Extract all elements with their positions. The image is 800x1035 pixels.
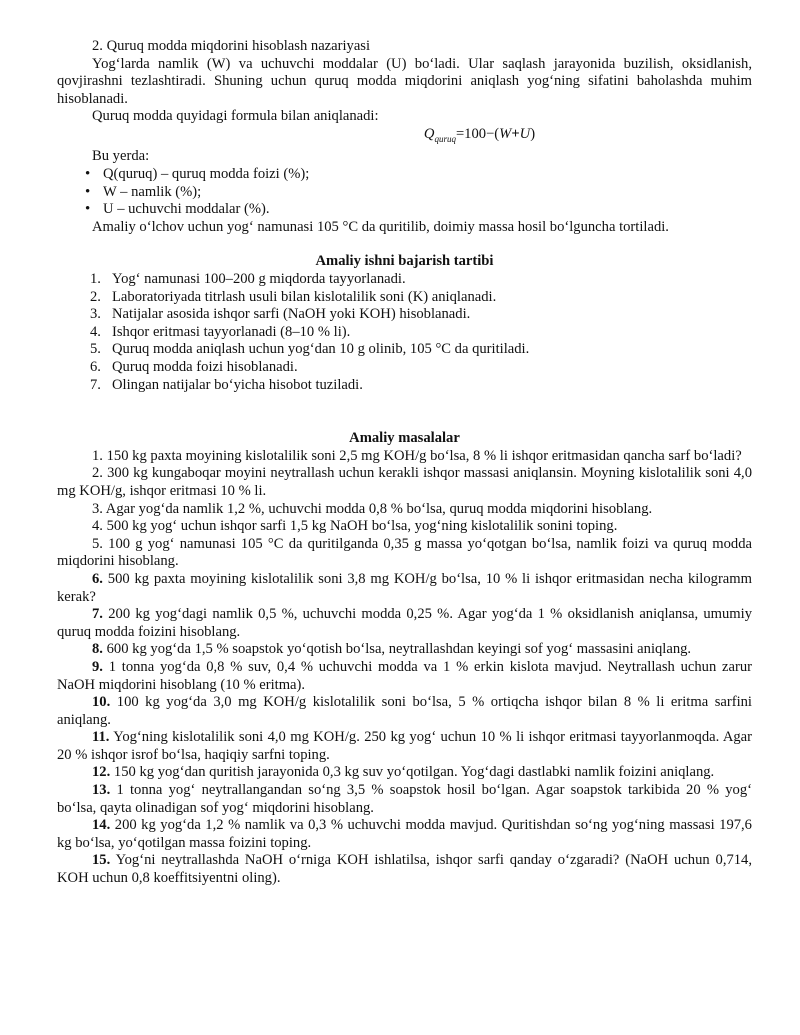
step-text: Natijalar asosida ishqor sarfi (NaOH yoki KOH) hisoblanadi. bbox=[112, 306, 471, 323]
step-number: 4. bbox=[90, 323, 101, 340]
formula-u: U bbox=[519, 125, 531, 142]
step-text: Quruq modda aniqlash uchun yog‘dan 10 g olinib, 105 °C da quritiladi. bbox=[112, 341, 530, 358]
task-number: 12. bbox=[92, 764, 111, 781]
task-text: Yog‘ni neytrallashda NaOH o‘rniga KOH ishlatilsa, ishqor sarfi qanday o‘zgaradi? (NaOH uchun 0,714, KOH uchun 0,8 koeffitsiyentni oling). bbox=[57, 852, 752, 887]
task-item bbox=[57, 571, 752, 606]
task-number: 11. bbox=[92, 729, 110, 746]
procedure-step bbox=[90, 377, 752, 395]
formula-w: W bbox=[499, 125, 512, 142]
task-text: 500 kg yog‘ uchun ishqor sarfi 1,5 kg NaOH bo‘lsa, yog‘ning kislotalilik sonini toping. bbox=[106, 518, 618, 535]
task-item bbox=[57, 501, 752, 519]
task-text: 200 kg yog‘dagi namlik 0,5 %, uchuvchi modda 0,25 %. Agar yog‘da 1 % oksidlanish aniqlansa, umumiy quruq modda foizini hisoblang. bbox=[57, 606, 752, 640]
task-item bbox=[57, 694, 752, 729]
practical-note: Amaliy o‘lchov uchun yog‘ namunasi 105 °C da quritilib, doimiy massa hosil bo‘lguncha tortiladi. bbox=[92, 218, 669, 235]
definition-item: • U – uchuvchi moddalar (%). bbox=[85, 201, 752, 219]
task-number: 7. bbox=[92, 606, 103, 623]
procedure-step bbox=[90, 359, 752, 377]
task-text: 100 g yog‘ namunasi 105 °C da quritilganda 0,35 g massa yo‘qotgan bo‘lsa, namlik foizi va quruq modda miqdorini hisoblang. bbox=[57, 535, 752, 570]
task-item bbox=[57, 518, 752, 536]
step-text: Quruq modda foizi hisoblanadi. bbox=[112, 359, 298, 375]
task-number: 10. bbox=[92, 694, 111, 711]
task-number: 5. bbox=[92, 535, 103, 552]
task-text: 200 kg yog‘da 1,2 % namlik va 0,3 % uchuvchi modda mavjud. Quritishdan so‘ng yog‘ning massasi 197,6 kg bo‘lsa, yo‘qotilgan massa foizini toping. bbox=[57, 817, 752, 851]
task-item bbox=[57, 606, 752, 641]
formula-plus: + bbox=[511, 125, 520, 142]
step-number: 1. bbox=[90, 271, 101, 288]
step-number: 6. bbox=[90, 359, 101, 375]
procedure-steps bbox=[57, 271, 752, 394]
task-number: 13. bbox=[92, 782, 111, 799]
task-item bbox=[57, 782, 752, 817]
procedure-step bbox=[90, 306, 752, 324]
formula-close: ) bbox=[530, 125, 536, 142]
task-number: 1. bbox=[92, 447, 103, 464]
task-item bbox=[57, 448, 752, 466]
task-text: 1 tonna yog‘da 0,8 % suv, 0,4 % uchuvchi modda va 1 % erkin kislota mavjud. Neytrallash uchun zarur NaOH miqdorini hisoblang (10 % eritma). bbox=[57, 658, 752, 693]
procedure-step bbox=[90, 341, 752, 359]
formula-subscript: quruq bbox=[434, 133, 456, 144]
step-text: Laboratoriyada titrlash usuli bilan kislotalilik soni (K) aniqlanadi. bbox=[112, 288, 497, 305]
task-item bbox=[57, 641, 752, 659]
task-text: 100 kg yog‘da 3,0 mg KOH/g kislotalilik soni bo‘lsa, 5 % ortiqcha ishqor bilan 8 % li eritma sarfini aniqlang. bbox=[57, 694, 752, 728]
intro-paragraph: Yog‘larda namlik (W) va uchuvchi moddalar (U) bo‘ladi. Ular saqlash jarayonida buzilish, oksidlanish, qovjirashni tezlashtiradi. Shuning uchun quruq modda miqdorini aniqlash yog‘ning sifatini baholashda muhim hisoblanadi. bbox=[57, 55, 752, 107]
task-number: 4. bbox=[92, 518, 103, 535]
task-item bbox=[57, 817, 752, 852]
formula-rhs: =100−( bbox=[455, 125, 500, 142]
task-number: 9. bbox=[92, 658, 103, 675]
task-number: 14. bbox=[92, 817, 111, 834]
task-text: 300 kg kungaboqar moyini neytrallash uchun kerakli ishqor massasi aniqlansin. Moyning kislotalilik soni 4,0 mg KOH/g, ishqor eritmasi 10 % li. bbox=[57, 465, 752, 499]
where-label: Bu yerda: bbox=[92, 148, 150, 165]
task-text: Yog‘ning kislotalilik soni 4,0 mg KOH/g. 250 kg yog‘ uchun 10 % li ishqor eritmasi tayyorlanmoqda. Agar 20 % ishqor isrof bo‘lsa, haqiqiy sarfni toping. bbox=[57, 729, 752, 763]
task-item bbox=[57, 659, 752, 694]
step-text: Yog‘ namunasi 100–200 g miqdorda tayyorlanadi. bbox=[112, 271, 406, 288]
definition-item: • W – namlik (%); bbox=[85, 184, 752, 202]
formula-intro: Quruq modda quyidagi formula bilan aniqlanadi: bbox=[92, 108, 379, 125]
step-number: 7. bbox=[90, 376, 101, 393]
definition-list bbox=[57, 166, 752, 219]
step-number: 5. bbox=[90, 341, 101, 358]
step-number: 2. bbox=[90, 288, 101, 305]
tasks-heading: Amaliy masalalar bbox=[349, 430, 460, 447]
procedure-step bbox=[90, 289, 752, 307]
task-text: 150 kg paxta moyining kislotalilik soni 2,5 mg KOH/g bo‘lsa, 8 % li ishqor eritmasidan qancha sarf bo‘ladi? bbox=[106, 447, 742, 464]
task-number: 15. bbox=[92, 852, 111, 869]
task-text: Agar yog‘da namlik 1,2 %, uchuvchi modda 0,8 % bo‘lsa, quruq modda miqdorini hisoblang. bbox=[105, 500, 653, 517]
task-number: 3. bbox=[92, 500, 103, 517]
task-text: 150 kg yog‘dan quritish jarayonida 0,3 kg suv yo‘qotilgan. Yog‘dagi dastlabki namlik foizini aniqlang. bbox=[113, 764, 715, 781]
procedure-step bbox=[90, 271, 752, 289]
task-list bbox=[57, 448, 752, 888]
definition-item: • Q(quruq) – quruq modda foizi (%); bbox=[85, 166, 752, 184]
task-text: 1 tonna yog‘ neytrallangandan so‘ng 3,5 % soapstok hosil bo‘lgan. Agar soapstok tarkibida 20 % yog‘ bo‘lsa, qayta olinadigan sof yog‘ miqdorini hisoblang. bbox=[57, 782, 752, 816]
step-number: 3. bbox=[90, 306, 101, 323]
task-item bbox=[57, 465, 752, 500]
step-text: Ishqor eritmasi tayyorlanadi (8–10 % li). bbox=[112, 323, 351, 340]
task-item bbox=[57, 764, 752, 782]
task-item bbox=[57, 852, 752, 887]
task-item bbox=[57, 536, 752, 571]
step-text: Olingan natijalar bo‘yicha hisobot tuziladi. bbox=[112, 376, 363, 393]
procedure-step bbox=[90, 324, 752, 342]
task-item bbox=[57, 729, 752, 764]
section-title: 2. Quruq modda miqdorini hisoblash nazariyasi bbox=[92, 38, 371, 54]
task-number: 2. bbox=[92, 465, 103, 482]
task-text: 600 kg yog‘da 1,5 % soapstok yo‘qotish bo‘lsa, neytrallashdan keyingi sof yog‘ massasini aniqlang. bbox=[106, 641, 692, 658]
procedure-heading: Amaliy ishni bajarish tartibi bbox=[315, 253, 494, 270]
dry-matter-formula bbox=[57, 126, 752, 149]
task-text: 500 kg paxta moyining kislotalilik soni 3,8 mg KOH/g bo‘lsa, 10 % li ishqor eritmasidan necha kilogramm kerak? bbox=[57, 570, 752, 605]
task-number: 6. bbox=[92, 570, 103, 587]
task-number: 8. bbox=[92, 641, 103, 658]
formula-q: Q bbox=[423, 125, 435, 142]
